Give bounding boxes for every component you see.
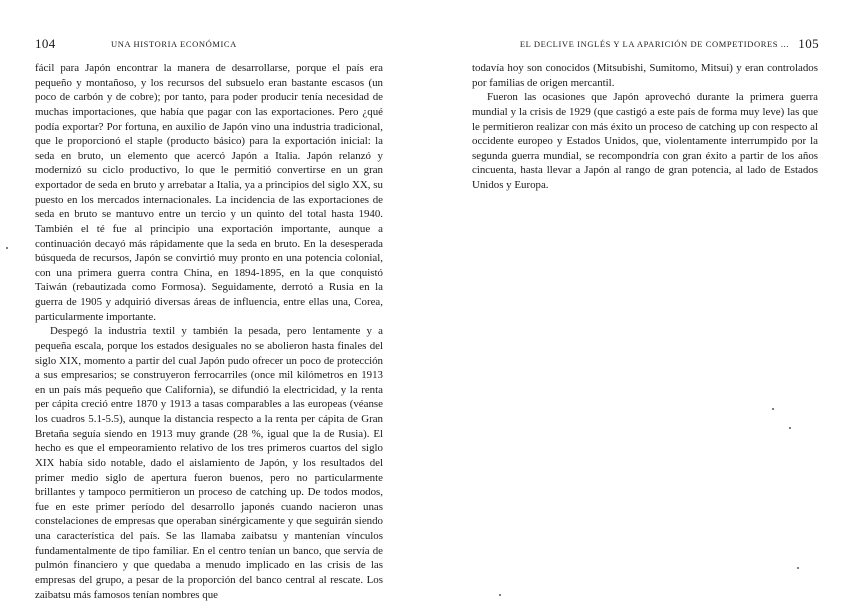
scan-speck — [797, 567, 799, 569]
left-page — [0, 0, 420, 599]
left-running-head-title: UNA HISTORIA ECONÓMICA — [111, 39, 237, 49]
scan-speck — [6, 247, 8, 249]
paragraph: Fueron las ocasiones que Japón aprovechó durante la primera guerra mundial y la crisis de 1929 (que castigó a este país de forma muy leve) las que le permitieron realizar con más éxito un proceso de catching up con respecto al occidente europeo y Estados Unidos, que, violentamente interrumpido por la segunda guerra mundial, se recompondría con gran éxito a partir de los años cincuenta, hasta llevar a Japón al rango de gran potencia, al lado de Estados Unidos y Europa. — [472, 91, 818, 191]
right-page-number: 105 — [798, 36, 819, 51]
paragraph: fácil para Japón encontrar la manera de desarrollarse, porque el país era pequeño y montañoso, y los recursos del subsuelo eran bastante escasos (un poco de carbón y de cobre); por tanto, para poder producir tenía necesidad de muchas importaciones, que había que pagar con las exportaciones. Pero ¿qué podía exportar? Por fortuna, en auxilio de Japón vino una industria tradicional, que le proporcionó el staple (producto básico) para la exportación inicial: la seda en bruto, un elemento que acercó Japón a Italia. Japón relanzó y modernizó su ciclo productivo, lo que le permitió convertirse en un gran exportador de seda en bruto y arrebatar a Italia, ya a principios del siglo XX, su puesto en los mercados internacionales. La incidencia de las exportaciones de seda en bruto se mantuvo entre un tercio y un quinto del total hasta 1940. También el té fue al principio una exportación importante, aunque a continuación decayó más rápidamente que la seda en bruto. En la desesperada búsqueda de recursos, Japón se convirtió muy pronto en una potencia colonial, con una primera guerra contra China, en 1894-1895, en la que conquistó Taiwán (rebautizada como Formosa). Seguidamente, derrotó a Rusia en la guerra de 1905 y adquirió diversas áreas de influencia, entre ellas una, Corea, particularmente importante. — [35, 62, 383, 323]
scan-speck — [772, 408, 774, 410]
left-page-number: 104 — [35, 36, 56, 51]
right-page — [428, 0, 848, 599]
scan-speck — [499, 594, 501, 596]
paragraph: todavía hoy son conocidos (Mitsubishi, Sumitomo, Mitsui) y eran controlados por familias de origen mercantil. — [472, 62, 818, 89]
right-running-head-title: EL DECLIVE INGLÉS Y LA APARICIÓN DE COMPETIDORES ... — [519, 39, 789, 49]
left-body-text — [35, 61, 383, 602]
scan-speck — [789, 427, 791, 429]
paragraph: Despegó la industria textil y también la pesada, pero lentamente y a pequeña escala, porque los estados desiguales no se abolieron hasta finales del siglo XIX, momento a partir del cual Japón pudo ofrecer un poco de protección a sus empresarios; se construyeron ferrocarriles (once mil kilómetros en 1913 en un país más pequeño que California), se difundió la electricidad, y la renta per cápita creció entre 1870 y 1913 a tasas comparables a las europeas (véanse los cuadros 5.1-5.5), aunque la distancia respecto a la renta per cápita de Gran Bretaña seguía siendo en 1913 muy grande (28 %, igual que la de Rusia). El hecho es que el empeoramiento relativo de los tres primeros cuartos del siglo XIX había sido notable, dado el aislamiento de Japón, y los resultados del primer medio siglo de apertura fueron buenos, pero no particularmente brillantes y tampoco permitieron un proceso de catching up. De todos modos, fue en este primer período del desarrollo japonés cuando nacieron unas constelaciones de empresas que operaban sinérgicamente y que seguirán siendo una característica del país. Se las llamaba zaibatsu y mantenían vínculos fundamentalmente de tipo familiar. En el centro tenían un banco, que servía de pulmón financiero y que quedaba a menudo implicado en las crisis de las empresas del grupo, a pesar de la proporción del banco central al rescate. Los zaibatsu más famosos tenían nombres que — [35, 325, 383, 601]
right-body-text — [472, 61, 818, 193]
